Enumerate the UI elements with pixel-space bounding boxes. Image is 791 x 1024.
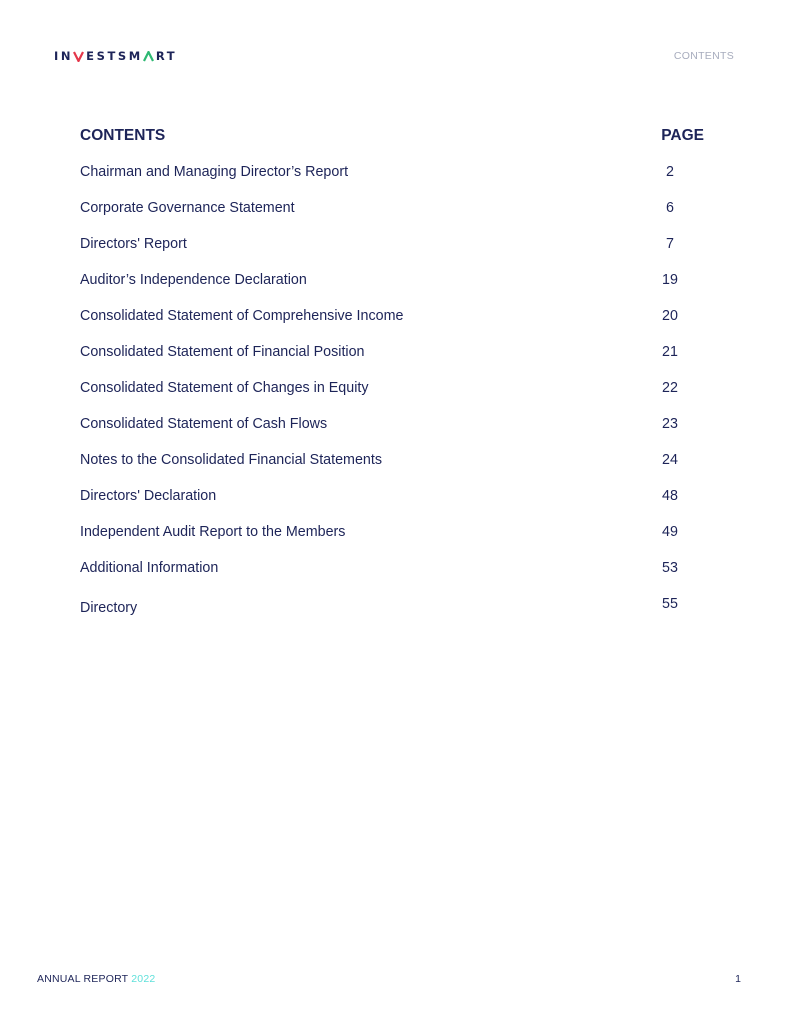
toc-entry-page[interactable]: 22: [662, 380, 678, 396]
toc-entry[interactable]: [80, 451, 690, 487]
toc-entry-title[interactable]: Notes to the Consolidated Financial Statements: [80, 452, 382, 468]
footer-report-label: [37, 973, 155, 985]
toc-entry-title[interactable]: Auditor’s Independence Declaration: [80, 272, 307, 288]
toc-entry-page[interactable]: 6: [666, 200, 674, 216]
toc-entry-title[interactable]: Additional Information: [80, 560, 219, 576]
toc-entry[interactable]: [80, 379, 690, 415]
toc-entry[interactable]: [80, 523, 690, 559]
toc-entry[interactable]: [80, 307, 690, 343]
footer-report-text: ANNUAL REPORT: [37, 973, 129, 985]
toc-entry[interactable]: [80, 487, 690, 523]
toc-entry-page[interactable]: 55: [662, 596, 678, 612]
toc-entry-page[interactable]: 20: [662, 308, 678, 324]
toc-entry[interactable]: [80, 199, 690, 235]
toc-entry[interactable]: [80, 163, 690, 199]
toc-entry[interactable]: [80, 595, 690, 631]
toc-entry-page[interactable]: 19: [662, 272, 678, 288]
toc-entry[interactable]: [80, 415, 690, 451]
toc-header-row: [80, 127, 704, 145]
toc-entry-title[interactable]: Independent Audit Report to the Members: [80, 524, 346, 540]
toc-entry-title[interactable]: Directors' Report: [80, 236, 187, 252]
toc-entry-title[interactable]: Chairman and Managing Director’s Report: [80, 164, 349, 180]
toc-entry[interactable]: [80, 235, 690, 271]
toc-entry-page[interactable]: 49: [662, 524, 678, 540]
toc-entry-title[interactable]: Consolidated Statement of Comprehensive Income: [80, 308, 404, 324]
toc-entry-page[interactable]: 23: [662, 416, 678, 432]
footer-page-number: 1: [735, 973, 741, 985]
toc-entry-page[interactable]: 2: [666, 164, 674, 180]
footer-report-year: 2022: [131, 973, 156, 985]
toc-entry-page[interactable]: 7: [666, 236, 674, 252]
toc-page-heading: PAGE: [661, 127, 704, 144]
toc-heading: CONTENTS: [80, 127, 166, 144]
toc-entry-page[interactable]: 48: [662, 488, 678, 504]
toc-entry-title[interactable]: Directors' Declaration: [80, 488, 217, 504]
investsmart-logo: [54, 49, 177, 63]
toc-entry[interactable]: [80, 559, 690, 595]
toc-entry-page[interactable]: 21: [662, 344, 678, 360]
logo-text-part3: RT: [155, 49, 178, 63]
toc-entry-title[interactable]: Directory: [80, 600, 138, 616]
running-header-section-label: CONTENTS: [673, 50, 734, 62]
logo-a-chevron-icon: [143, 51, 154, 62]
logo-text-part1: IN: [54, 49, 74, 63]
toc-entry-title[interactable]: Consolidated Statement of Changes in Equity: [80, 380, 369, 396]
toc-entry-page[interactable]: 24: [662, 452, 678, 468]
toc-entry[interactable]: [80, 343, 690, 379]
toc-entry-title[interactable]: Consolidated Statement of Financial Position: [80, 344, 365, 360]
toc-list: [80, 163, 690, 631]
logo-text-part2: ESTSM: [86, 49, 143, 63]
toc-entry-page[interactable]: 53: [662, 560, 678, 576]
logo-v-check-icon: [73, 51, 84, 62]
toc-entry-title[interactable]: Consolidated Statement of Cash Flows: [80, 416, 328, 432]
toc-entry[interactable]: [80, 271, 690, 307]
toc-entry-title[interactable]: Corporate Governance Statement: [80, 200, 295, 216]
